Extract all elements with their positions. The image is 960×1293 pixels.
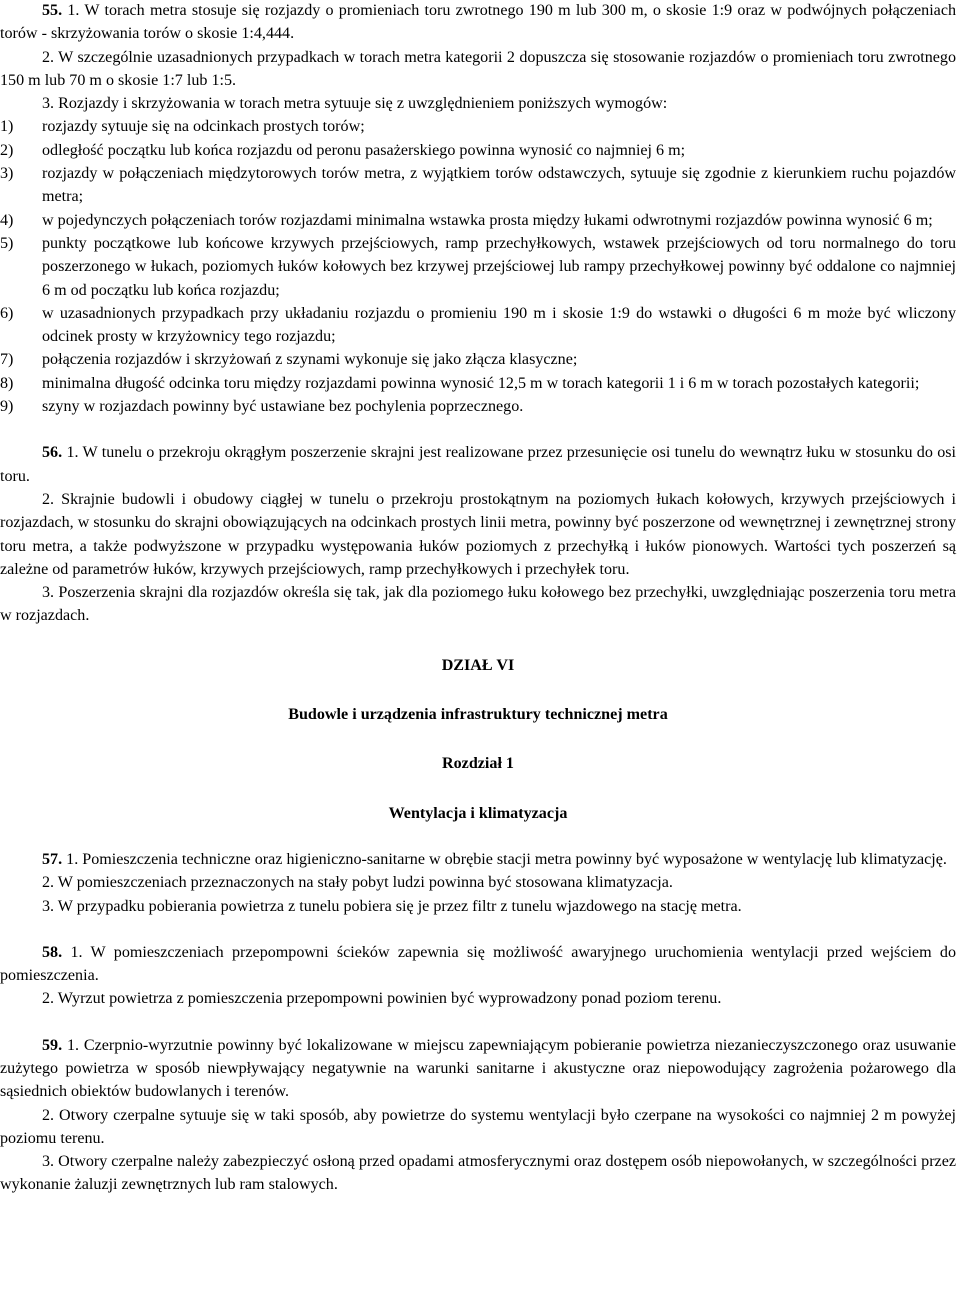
s58-paragraph-2: 2. Wyrzut powietrza z pomieszczenia przepompowni powinien być wyprowadzony ponad poziom terenu. xyxy=(42,990,722,1008)
section-spacer xyxy=(0,1011,956,1034)
list-item-text: rozjazdy sytuuje się na odcinkach prostych torów; xyxy=(42,118,365,136)
list-marker: 4) xyxy=(0,211,14,229)
s58-number: 58. xyxy=(42,943,63,961)
list-item xyxy=(0,348,956,371)
division-heading: DZIAŁ VI xyxy=(441,656,515,674)
list-item-text: w pojedynczych połączeniach torów rozjazdami minimalna wstawka prosta między łukami odwrotnymi rozjazdów powinna wynosić 6 m; xyxy=(42,211,933,229)
list-marker: 5) xyxy=(0,234,14,252)
list-item-text: minimalna długość odcinka toru między rozjazdami powinna wynosić 12,5 m w torach kategorii 1 i 6 m w torach pozostałych kategorii; xyxy=(42,374,920,392)
list-marker: 6) xyxy=(0,304,14,322)
list-item xyxy=(0,232,956,302)
section-58 xyxy=(0,941,956,1011)
section-59 xyxy=(0,1034,956,1197)
list-marker: 7) xyxy=(0,351,14,369)
s58-paragraph-1 xyxy=(0,941,956,988)
heading-spacer xyxy=(0,776,956,802)
list-item-text: szyny w rozjazdach powinny być ustawiane bez pochylenia poprzecznego. xyxy=(42,398,524,416)
s57-number: 57. xyxy=(42,850,63,868)
s58-p1-text: 1. W pomieszczeniach przepompowni ścieków zapewnia się możliwość awaryjnego uruchomienia wentylacji przed wejściem do pomieszczenia. xyxy=(0,943,957,985)
s59-paragraph-2: 2. Otwory czerpalne sytuuje się w taki sposób, aby powietrze do systemu wentylacji było czerpane na wysokości co najmniej 2 m powyżej poziomu terenu. xyxy=(0,1106,956,1147)
section-spacer xyxy=(0,628,956,654)
s59-paragraph-1 xyxy=(0,1034,956,1104)
s55-paragraph-2: 2. W szczególnie uzasadnionych przypadkach w torach metra kategorii 2 dopuszcza się stosowanie rozjazdów o promieniach toru zwrotnego 150 m lub 70 m o skosie 1:7 lub 1:5. xyxy=(0,48,956,89)
s59-paragraph-3: 3. Otwory czerpalne należy zabezpieczyć osłoną przed opadami atmosferycznymi oraz dostępem osób niepowołanych, w szczególności przez wykonanie żaluzji zewnętrznych lub ram stalowych. xyxy=(0,1153,956,1194)
s56-number: 56. xyxy=(42,444,63,462)
list-item xyxy=(0,209,956,232)
section-56 xyxy=(0,441,956,627)
s56-paragraph-1 xyxy=(0,441,956,488)
section-spacer xyxy=(0,418,956,441)
s59-p1-text: 1. Czerpnio-wyrzutnie powinny być lokalizowane w miejscu zapewniającym pobieranie powietrza niezanieczyszczonego oraz usuwanie zużytego powietrza w sposób niewpływający negatywnie na warunki sanitarne i akustyczne oraz niepowodujący zagrożenia pożarowego dla sąsiednich obiektów budowlanych i terenów. xyxy=(0,1036,956,1101)
section-55 xyxy=(0,0,956,418)
s56-p1-text: 1. W tunelu o przekroju okrągłym poszerzenie skrajni jest realizowane przez przesunięcie osi tunelu do wewnątrz łuku w stosunku do osi toru. xyxy=(0,444,956,485)
list-marker: 8) xyxy=(0,374,14,392)
s57-paragraph-3: 3. W przypadku pobierania powietrza z tunelu pobiera się je przez filtr z tunelu wjazdowego na stację metra. xyxy=(42,897,742,915)
s57-p1-text: 1. Pomieszczenia techniczne oraz higieniczno-sanitarne w obrębie stacji metra powinny być wyposażone w wentylację lub klimatyzację. xyxy=(66,850,947,868)
section-spacer xyxy=(0,918,956,941)
list-marker: 1) xyxy=(0,118,14,136)
heading-spacer xyxy=(0,677,956,703)
list-marker: 3) xyxy=(0,165,14,183)
list-item xyxy=(0,395,956,418)
list-item xyxy=(0,162,956,209)
s57-paragraph-2: 2. W pomieszczeniach przeznaczonych na stały pobyt ludzi powinna być stosowana klimatyzacja. xyxy=(42,874,673,892)
s56-paragraph-2: 2. Skrajnie budowli i obudowy ciągłej w tunelu o przekroju prostokątnym na poziomych łukach kołowych, krzywych przejściowych i rozjazdach, w stosunku do skrajni obowiązujących na odcinkach prostych linii metra, powinny być poszerzone od wewnętrznej i zewnętrznej strony toru metra, a także podwyższone w przypadku występowania łuków poziomych z przechyłką i łuków pionowych. Wartości tych poszerzeń są zależne od parametrów łuków, krzywych przejściowych, ramp przechyłkowych i przechyłek toru. xyxy=(0,490,956,578)
list-item xyxy=(0,115,956,138)
heading-spacer xyxy=(0,726,956,752)
list-marker: 2) xyxy=(0,141,14,159)
chapter-heading: Rozdział 1 xyxy=(442,755,514,773)
list-item xyxy=(0,139,956,162)
list-item xyxy=(0,302,956,349)
section-spacer xyxy=(0,825,956,848)
s55-paragraph-1 xyxy=(0,0,956,46)
list-item-text: odległość początku lub końca rozjazdu od peronu pasażerskiego powinna wynosić co najmniej 6 m; xyxy=(42,141,686,159)
s56-paragraph-3: 3. Poszerzenia skrajni dla rozjazdów określa się tak, jak dla poziomego łuku kołowego bez przechyłki, uwzględniając poszerzenia toru metra w rozjazdach. xyxy=(0,584,956,625)
list-item-text: w uzasadnionych przypadkach przy układaniu rozjazdu o promieniu 190 m i skosie 1:9 do wstawki o długości 6 m może być wliczony odcinek prosty w krzyżownicy tego rozjazdu; xyxy=(42,304,956,346)
s55-p1-text: 1. W torach metra stosuje się rozjazdy o promieniach toru zwrotnego 190 m lub 300 m, o skosie 1:9 oraz w podwójnych połączeniach torów - skrzyżowania torów o skosie 1:4,444. xyxy=(0,2,957,43)
section-57 xyxy=(0,848,956,918)
s55-number: 55. xyxy=(42,2,63,19)
s55-paragraph-3: 3. Rozjazdy i skrzyżowania w torach metra sytuuje się z uwzględnieniem poniższych wymogów: xyxy=(42,95,668,113)
list-item-text: połączenia rozjazdów i skrzyżowań z szynami wykonuje się jako złącza klasyczne; xyxy=(42,351,578,369)
list-item-text: punkty początkowe lub końcowe krzywych przejściowych, ramp przechyłkowych, wstawek przejściowych od toru normalnego do toru poszerzonego w łukach, poziomych łuków kołowych bez krzywej przejściowej lub rampy przechyłkowej powinny być oddalone co najmniej 6 m od początku lub końca rozjazdu; xyxy=(42,234,956,299)
list-item xyxy=(0,372,956,395)
list-marker: 9) xyxy=(0,398,14,416)
s57-paragraph-1 xyxy=(0,848,956,871)
division-title: Budowle i urządzenia infrastruktury technicznej metra xyxy=(288,706,668,724)
chapter-title: Wentylacja i klimatyzacja xyxy=(388,804,568,822)
s59-number: 59. xyxy=(42,1036,63,1054)
s55-requirements-list xyxy=(0,115,956,418)
list-item-text: rozjazdy w połączeniach międzytorowych torów metra, z wyjątkiem torów odstawczych, sytuuje się zgodnie z kierunkiem ruchu pojazdów metra; xyxy=(42,165,956,206)
